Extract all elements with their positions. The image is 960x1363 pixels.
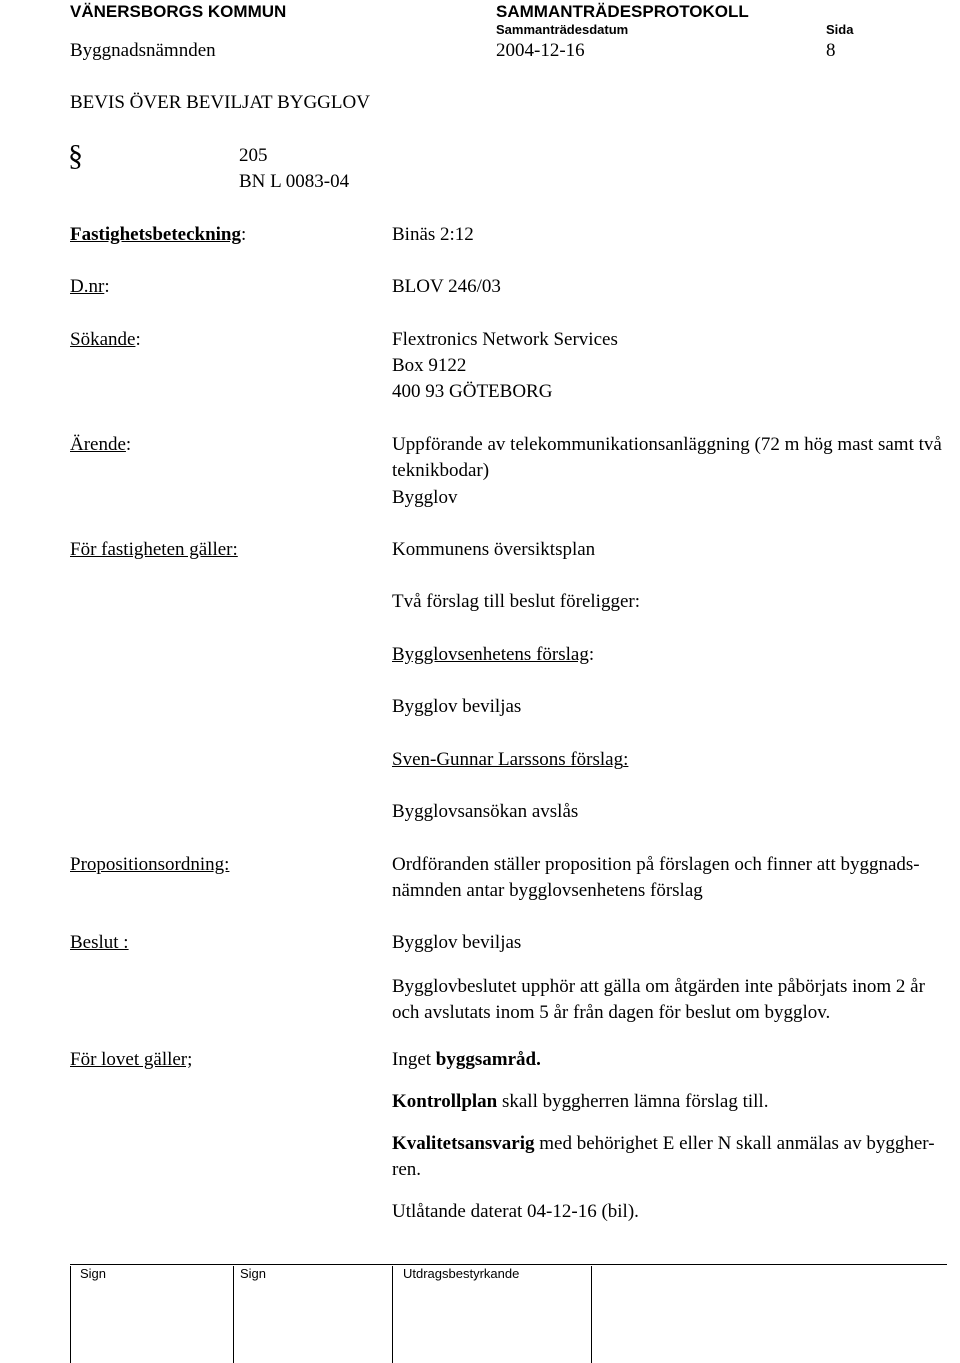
quality-row bbox=[392, 1131, 935, 1157]
validity-line-2: och avslutats inom 5 år från dagen för beslut om bygglov. bbox=[392, 1002, 831, 1023]
member-proposal-value: Bygglovsansökan avslås bbox=[392, 801, 579, 822]
applicant-label: Sökande bbox=[70, 329, 136, 350]
consultation-row bbox=[392, 1047, 541, 1073]
footer-border-2 bbox=[392, 1266, 393, 1363]
unit-proposal-label: Bygglovsenhetens förslag bbox=[392, 644, 589, 665]
applicant-line-1: Flextronics Network Services bbox=[392, 329, 618, 350]
consultation-bold: byggsamråd. bbox=[435, 1049, 541, 1070]
control-plan-row bbox=[392, 1089, 768, 1115]
protocol-title: SAMMANTRÄDESPROTOKOLL bbox=[496, 2, 749, 21]
dnr-label: D.nr bbox=[70, 276, 105, 297]
applicant-label-row bbox=[70, 327, 141, 353]
property-value: Binäs 2:12 bbox=[392, 224, 474, 245]
meeting-date: 2004-12-16 bbox=[496, 40, 585, 61]
applicant-colon: : bbox=[135, 329, 141, 350]
footer-border-3 bbox=[591, 1266, 592, 1363]
unit-proposal-colon: : bbox=[588, 644, 595, 665]
matter-label: Ärende bbox=[70, 434, 126, 455]
statement: Utlåtande daterat 04-12-16 (bil). bbox=[392, 1201, 639, 1222]
section-symbol: § bbox=[68, 139, 83, 172]
member-proposal-row bbox=[392, 747, 628, 773]
member-proposal-label: Sven-Gunnar Larssons förslag bbox=[392, 749, 624, 770]
property-label-row bbox=[70, 222, 246, 248]
page-label: Sida bbox=[826, 22, 854, 37]
order-line-2: nämnden antar bygglovsenhetens förslag bbox=[392, 880, 703, 901]
matter-type: Bygglov bbox=[392, 487, 458, 508]
unit-proposal-row bbox=[392, 642, 594, 668]
date-label: Sammanträdesdatum bbox=[496, 22, 629, 37]
order-line-1: Ordföranden ställer proposition på förslagen och finner att byggnads- bbox=[392, 854, 920, 875]
control-plan-bold: Kontrollplan bbox=[392, 1091, 498, 1112]
member-proposal-colon: : bbox=[623, 749, 629, 770]
case-number: BN L 0083-04 bbox=[239, 171, 350, 192]
matter-colon: : bbox=[125, 434, 132, 455]
applies-value: Kommunens översiktsplan bbox=[392, 539, 596, 560]
unit-proposal-value: Bygglov beviljas bbox=[392, 696, 522, 717]
dnr-value: BLOV 246/03 bbox=[392, 276, 501, 297]
footer-divider bbox=[70, 1264, 947, 1265]
matter-text: Uppförande av telekommunikationsanläggning (72 m hög mast samt två teknikbodar) bbox=[392, 434, 942, 481]
sign-label-1: Sign bbox=[80, 1266, 107, 1281]
decision-value: Bygglov beviljas bbox=[392, 932, 522, 953]
footer-border-1 bbox=[233, 1266, 234, 1363]
control-plan-text: skall byggherren lämna förslag till. bbox=[497, 1091, 769, 1112]
page-number: 8 bbox=[826, 40, 836, 61]
paragraph-number: 205 bbox=[239, 145, 268, 166]
dnr-colon: : bbox=[104, 276, 110, 297]
applies-label: För fastigheten gäller: bbox=[70, 539, 238, 560]
matter-label-row bbox=[70, 432, 131, 458]
board-name: Byggnadsnämnden bbox=[70, 40, 216, 61]
footer-border-left bbox=[70, 1266, 71, 1363]
property-colon: : bbox=[241, 224, 247, 245]
dnr-label-row bbox=[70, 274, 110, 300]
extract-label: Utdragsbestyrkande bbox=[403, 1266, 520, 1281]
property-label: Fastighetsbeteckning bbox=[70, 224, 241, 245]
quality-text-2: ren. bbox=[392, 1159, 422, 1180]
applicant-line-3: 400 93 GÖTEBORG bbox=[392, 381, 553, 402]
permit-label: För lovet gäller; bbox=[70, 1049, 193, 1070]
validity-line-1: Bygglovbeslutet upphör att gälla om åtgärden inte påbörjats inom 2 år bbox=[392, 976, 925, 997]
document-title: BEVIS ÖVER BEVILJAT BYGGLOV bbox=[70, 92, 370, 113]
applicant-line-2: Box 9122 bbox=[392, 355, 467, 376]
sign-label-2: Sign bbox=[240, 1266, 267, 1281]
municipality-name: VÄNERSBORGS KOMMUN bbox=[70, 2, 287, 21]
quality-text-1: med behörighet E eller N skall anmälas av byggher- bbox=[534, 1133, 935, 1154]
quality-bold: Kvalitetsansvarig bbox=[392, 1133, 535, 1154]
order-label: Propositionsordning: bbox=[70, 854, 230, 875]
consultation-prefix: Inget bbox=[392, 1049, 436, 1070]
decision-label: Beslut : bbox=[70, 932, 129, 953]
proposals-intro: Två förslag till beslut föreligger: bbox=[392, 591, 640, 612]
